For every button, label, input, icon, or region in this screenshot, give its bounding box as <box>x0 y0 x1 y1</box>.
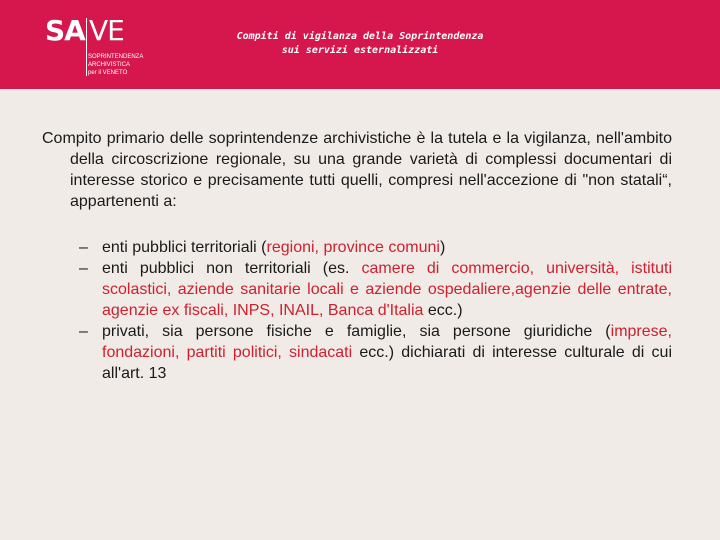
slide-title-line1: Compiti di vigilanza della Soprintendenza <box>236 31 484 42</box>
logo-subtitle-line: SOPRINTENDENZA <box>88 54 144 60</box>
logo-divider <box>86 18 87 76</box>
item-text: ecc.) dichiarati di interesse culturale di cui all'art. 13 <box>102 344 673 382</box>
logo-ve-text: VE <box>89 14 124 47</box>
item-text: privati, sia persone fisiche e famiglie, sia persone giuridiche ( <box>102 323 611 340</box>
list-item <box>42 258 672 321</box>
item-text: ) <box>439 239 446 256</box>
item-highlight: regioni, province comuni <box>266 239 440 256</box>
subject-list <box>42 237 672 384</box>
logo-sa-text: SA <box>45 14 85 47</box>
list-item <box>42 237 672 258</box>
slide-title <box>190 30 530 58</box>
logo-subtitle-region: per il VENETO <box>88 70 128 76</box>
header-bar <box>0 0 720 89</box>
logo-subtitle <box>88 53 168 77</box>
save-logo <box>45 14 165 84</box>
item-text: enti pubblici non territoriali (es. <box>102 260 362 277</box>
dash-bullet: – <box>79 323 88 340</box>
slide-title-line2: sui servizi esternalizzati <box>281 45 439 56</box>
list-item <box>42 321 672 384</box>
slide-body <box>42 128 672 384</box>
item-highlight: camere di commercio, università, istituti scolastici, aziende sanitarie locali e aziende ospedaliere,agenzie delle entrate, agenzie ex fiscali, INPS, INAIL, Banca d'Italia <box>102 260 673 319</box>
dash-bullet: – <box>79 239 88 256</box>
intro-paragraph: Compito primario delle soprintendenze archivistiche è la tutela e la vigilanza, nell'ambito della circoscrizione regionale, su una grande varietà di complessi documentari di interesse storico e precisamente tutti quelli, compresi nell'accezione di "non statali“, appartenenti a: <box>42 130 672 210</box>
dash-bullet: – <box>79 260 88 277</box>
logo-subtitle-line: ARCHIVISTICA <box>88 62 131 68</box>
item-text: ecc.) <box>423 302 463 319</box>
item-text: enti pubblici territoriali ( <box>102 239 267 256</box>
item-highlight: imprese, fondazioni, partiti politici, sindacati <box>102 323 672 361</box>
